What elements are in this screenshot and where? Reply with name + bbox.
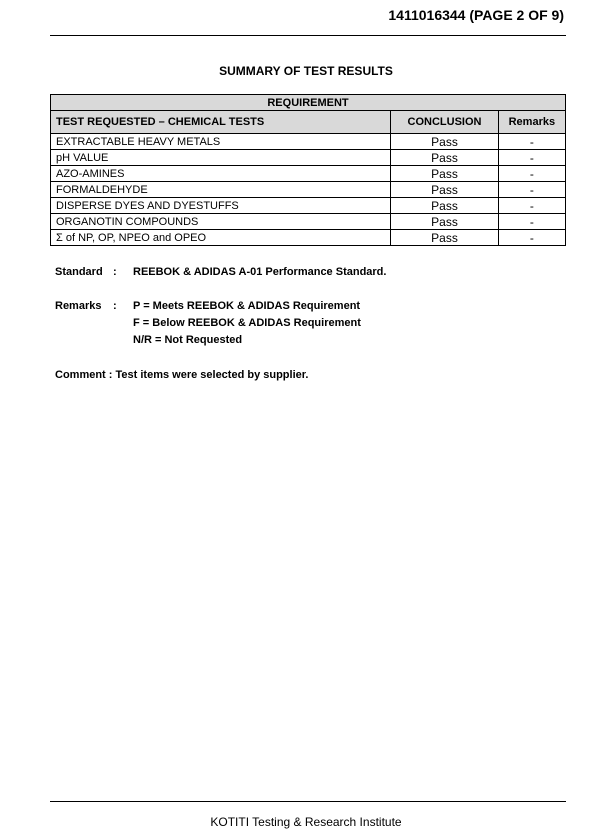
header-divider: [50, 35, 566, 36]
standard-value: REEBOK & ADIDAS A-01 Performance Standard.: [133, 266, 387, 278]
standard-colon: :: [113, 266, 117, 278]
comment-text: Comment : Test items were selected by supplier.: [55, 369, 309, 381]
remarks-cell: -: [498, 166, 565, 182]
table-row: [51, 198, 566, 214]
table-group-header-row: [51, 95, 566, 111]
remarks-cell: -: [498, 198, 565, 214]
column-header-conclusion: CONCLUSION: [391, 111, 498, 134]
remarks-cell: -: [498, 182, 565, 198]
conclusion-cell: Pass: [391, 198, 498, 214]
test-name-cell: EXTRACTABLE HEAVY METALS: [51, 134, 391, 150]
report-number: 1411016344 (PAGE 2 OF 9): [388, 7, 564, 23]
remarks-line-pass: P = Meets REEBOK & ADIDAS Requirement: [133, 300, 361, 312]
footer-divider: [50, 801, 566, 802]
test-name-cell: pH VALUE: [51, 150, 391, 166]
test-name-cell: FORMALDEHYDE: [51, 182, 391, 198]
table-row: [51, 134, 566, 150]
test-results-table: [50, 94, 566, 246]
remarks-label: Remarks: [55, 300, 102, 312]
conclusion-cell: Pass: [391, 150, 498, 166]
table-row: [51, 214, 566, 230]
standard-label: Standard: [55, 266, 103, 278]
table-row: [51, 150, 566, 166]
conclusion-cell: Pass: [391, 166, 498, 182]
test-name-cell: DISPERSE DYES AND DYESTUFFS: [51, 198, 391, 214]
footer-institute: KOTITI Testing & Research Institute: [210, 815, 402, 829]
test-name-cell: Σ of NP, OP, NPEO and OPEO: [51, 230, 391, 246]
test-name-cell: AZO-AMINES: [51, 166, 391, 182]
table-header-row: [51, 111, 566, 134]
table-row: [51, 230, 566, 246]
column-header-remarks: Remarks: [498, 111, 565, 134]
conclusion-cell: Pass: [391, 182, 498, 198]
conclusion-cell: Pass: [391, 214, 498, 230]
test-name-cell: ORGANOTIN COMPOUNDS: [51, 214, 391, 230]
remarks-colon: :: [113, 300, 117, 312]
page-title: SUMMARY OF TEST RESULTS: [219, 64, 393, 78]
remarks-line-fail: F = Below REEBOK & ADIDAS Requirement: [133, 317, 361, 329]
remarks-cell: -: [498, 134, 565, 150]
remarks-line-not-requested: N/R = Not Requested: [133, 334, 243, 346]
table-row: [51, 182, 566, 198]
conclusion-cell: Pass: [391, 230, 498, 246]
conclusion-cell: Pass: [391, 134, 498, 150]
column-header-test: TEST REQUESTED – CHEMICAL TESTS: [51, 111, 391, 134]
remarks-cell: -: [498, 230, 565, 246]
table-row: [51, 166, 566, 182]
remarks-cell: -: [498, 214, 565, 230]
requirement-header: REQUIREMENT: [51, 95, 566, 111]
remarks-cell: -: [498, 150, 565, 166]
